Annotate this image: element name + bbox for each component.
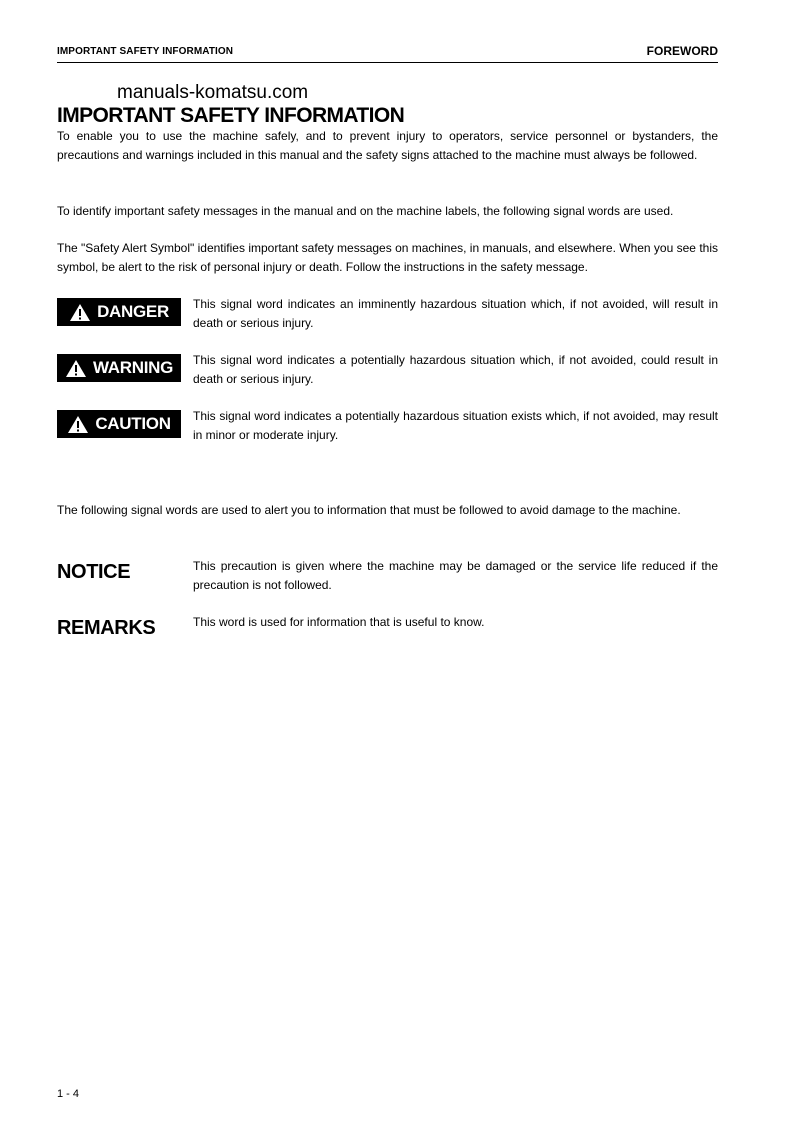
intro-paragraph: To enable you to use the machine safely, and to prevent injury to operators, service personnel or bystanders, the precautions and warnings included in this manual and the safety signs attached to the machine must always be followed. xyxy=(57,129,718,162)
caution-label-text: CAUTION xyxy=(95,414,171,433)
danger-label xyxy=(57,298,181,326)
watermark-link[interactable]: manuals-komatsu.com xyxy=(117,82,309,103)
caution-description: This signal word indicates a potentially hazardous situation exists which, if not avoided, may result in minor or moderate injury. xyxy=(193,409,718,442)
danger-description: This signal word indicates an imminently hazardous situation which, if not avoided, will result in death or serious injury. xyxy=(193,297,718,330)
notice-description: This precaution is given where the machine may be damaged or the service life reduced if the precaution is not followed. xyxy=(193,559,718,592)
warning-label-text: WARNING xyxy=(92,358,174,377)
header-divider xyxy=(57,62,718,63)
caution-label xyxy=(57,410,181,438)
damage-paragraph: The following signal words are used to alert you to information that must be followed to avoid damage to the machine. xyxy=(57,503,681,517)
remarks-description: This word is used for information that is useful to know. xyxy=(193,615,485,629)
warning-label xyxy=(57,354,181,382)
warning-triangle-icon xyxy=(69,303,91,322)
page-title: IMPORTANT SAFETY INFORMATION xyxy=(57,104,405,127)
notice-label: NOTICE xyxy=(57,561,131,583)
warning-triangle-icon xyxy=(67,415,89,434)
header-section-title: IMPORTANT SAFETY INFORMATION xyxy=(57,46,234,57)
header-chapter-title: FOREWORD xyxy=(646,44,718,58)
warning-description: This signal word indicates a potentially hazardous situation which, if not avoided, could result in death or serious injury. xyxy=(193,353,718,386)
danger-label-text: DANGER xyxy=(97,302,169,321)
warning-triangle-icon xyxy=(65,359,87,378)
page-number: 1 - 4 xyxy=(57,1088,80,1100)
remarks-label: REMARKS xyxy=(57,617,156,639)
alert-symbol-paragraph: The "Safety Alert Symbol" identifies important safety messages on machines, in manuals, and elsewhere. When you see this symbol, be alert to the risk of personal injury or death. Follow the instructions in the safety message. xyxy=(57,241,718,274)
signal-words-paragraph: To identify important safety messages in the manual and on the machine labels, the following signal words are used. xyxy=(57,204,674,218)
